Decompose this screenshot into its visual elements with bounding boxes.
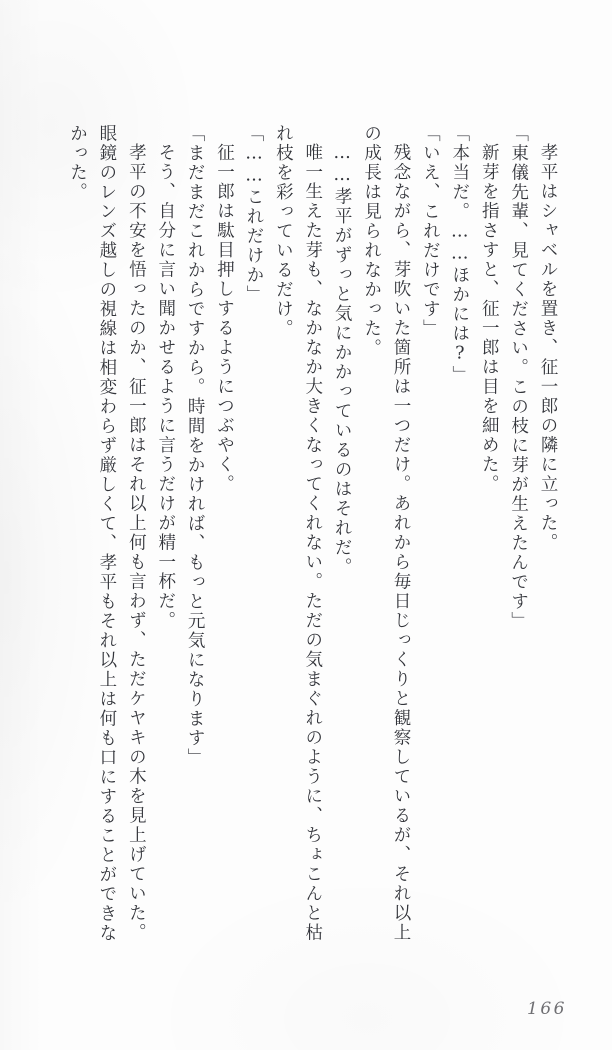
text-column: 「いえ、これだけです」 [420, 124, 441, 339]
text-column: 征一郎は駄目押しするようにつぶやく。 [214, 143, 235, 494]
text-column: 「東儀先輩、見てください。この枝に芽が生えたんです」 [508, 124, 529, 631]
text-column: 残念ながら、芽吹いた箇所は一つだけ。あれから毎日じっくりと観察しているが、それ以上 [390, 143, 411, 943]
page-number: 166 [527, 999, 567, 1019]
text-column: 孝平はシャベルを置き、征一郎の隣に立った。 [538, 143, 558, 553]
vertical-text-block [62, 124, 562, 966]
text-column: 孝平の不安を悟ったのか、征一郎はそれ以上何も言わず、ただケヤキの木を見上げていた。 [126, 143, 147, 943]
text-column: 眼鏡のレンズ越しの視線は相変わらず厳しくて、孝平もそれ以上は何も口にすることができな [96, 124, 117, 943]
text-column: かった。 [67, 124, 88, 202]
text-column: の成長は見られなかった。 [361, 124, 382, 358]
text-column: 「まだまだこれからですから。時間をかければ、もっと元気になります」 [185, 124, 206, 768]
text-column: ……孝平がずっと気にかかっているのはそれだ。 [332, 143, 353, 577]
text-column: れ枝を彩っているだけ。 [273, 124, 294, 339]
text-column: 「本当だ。……ほかには?」 [449, 124, 470, 385]
text-column: 唯一生えた芽も、なかなか大きくなってくれない。ただの気まぐれのように、ちょこんと枯 [302, 143, 323, 943]
text-column: 「……これだけか」 [243, 124, 264, 305]
text-column: そう、自分に言い聞かせるように言うだけが精一杯だ。 [155, 143, 176, 631]
text-column: 新芽を指さすと、征一郎は目を細めた。 [479, 143, 500, 494]
